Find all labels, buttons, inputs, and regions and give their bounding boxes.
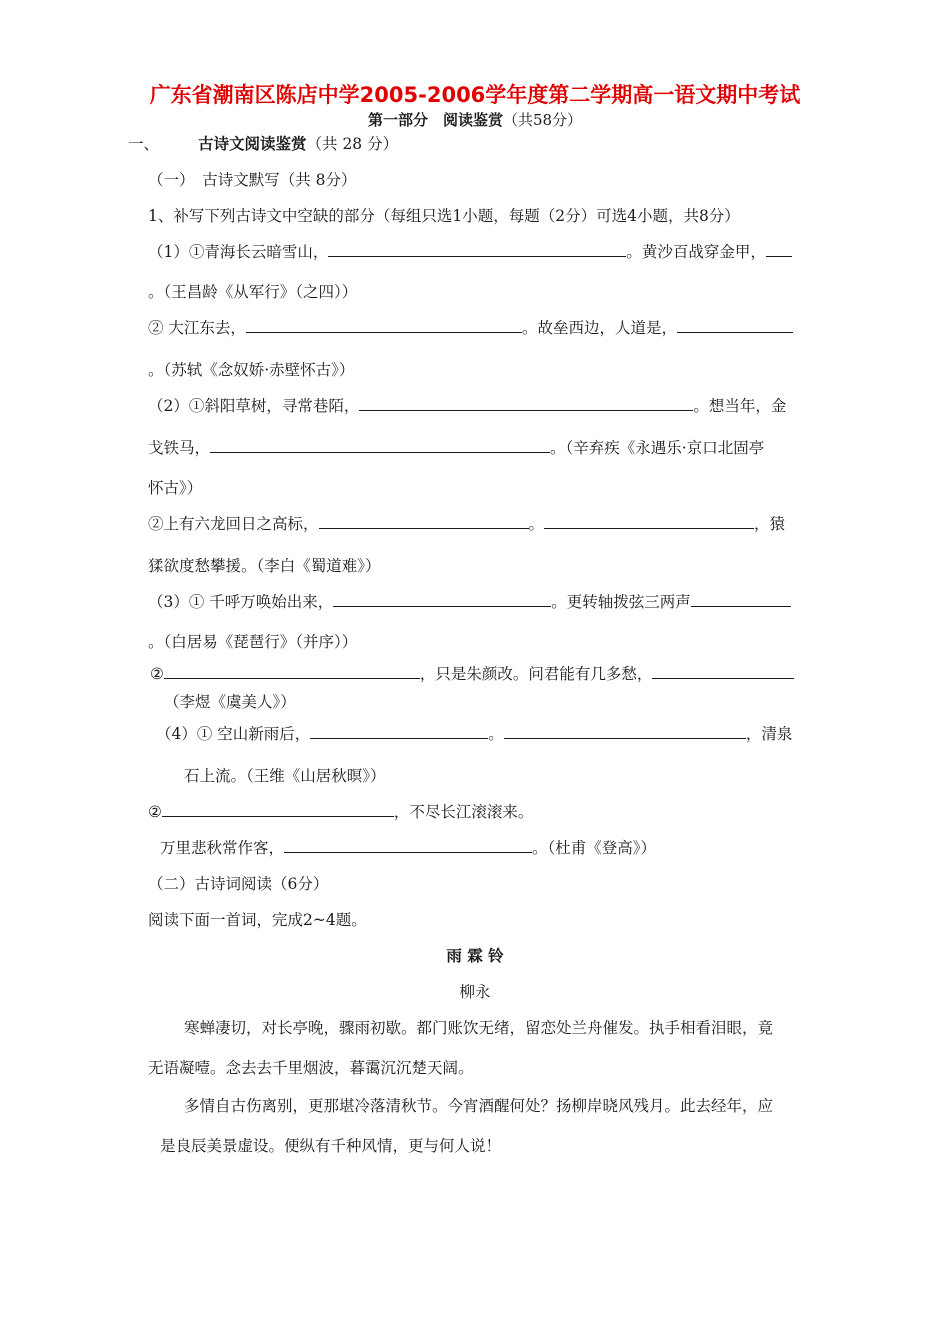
poem-stanza-1-line-1: 寒蝉凄切，对长亭晚，骤雨初歇。都门账饮无绪，留恋处兰舟催发。执手相看泪眼，竟	[184, 1019, 774, 1037]
poem-stanza-2-line-1: 多情自古伤离别，更那堪冷落清秋节。今宵酒醒何处？扬柳岸晓风残月。此去经年，应	[184, 1097, 774, 1115]
poem-author: 柳永	[459, 983, 491, 1001]
poem-line-15: 石上流。（王维《山居秋暝》）	[184, 767, 386, 785]
poem-stanza-1-line-2: 无语凝噎。念去去千里烟波，暮霭沉沉楚天阔。	[148, 1059, 474, 1077]
answer-blank[interactable]	[328, 242, 626, 257]
reading-instruction: 阅读下面一首词，完成2~4题。	[148, 911, 367, 929]
subsection-heading-2: （二）古诗词阅读（6分）	[148, 875, 329, 893]
poem-line-13: （李煜《虞美人》）	[164, 693, 296, 711]
poem-line-2: 。（王昌龄《从军行》（之四））	[148, 283, 358, 301]
answer-blank[interactable]	[246, 318, 522, 333]
poem-line-17: 万里悲秋常作客， 。（杜甫《登高》）	[160, 839, 657, 857]
answer-blank[interactable]	[652, 664, 794, 679]
section-score: （共 28 分）	[306, 135, 399, 153]
poem-line-7: 怀古》）	[148, 479, 203, 497]
part-score: （共58分）	[502, 111, 583, 129]
poem-line-11: 。（白居易《琵琶行》（并序））	[148, 633, 358, 651]
answer-blank[interactable]	[319, 514, 529, 529]
poem-stanza-2-line-2: 是良辰美景虚设。便纵有千种风情，更与何人说！	[160, 1137, 502, 1155]
poem-line-8: ②上有六龙回日之高标， 。 ，猿	[148, 515, 786, 533]
answer-blank[interactable]	[284, 838, 532, 853]
answer-blank[interactable]	[766, 242, 792, 257]
poem-line-3: ② 大江东去， 。故垒西边，人道是，	[148, 318, 793, 338]
section-heading	[198, 134, 398, 154]
poem-line-9: 猱欲度愁攀援。（李白《蜀道难》）	[148, 557, 381, 575]
subsection-heading-1: （一） 古诗文默写（共 8分）	[148, 171, 357, 189]
answer-blank[interactable]	[210, 438, 550, 453]
part-title: 第一部分 阅读鉴赏	[367, 111, 503, 129]
section-number: 一、	[128, 135, 160, 153]
poem-line-12: ② ，只是朱颜改。问君能有几多愁，	[150, 664, 794, 684]
poem-line-16: ② ，不尽长江滚滚来。	[148, 803, 534, 821]
poem-line-10: （3）① 千呼万唤始出来， 。更转轴拨弦三两声	[148, 592, 791, 612]
part-heading	[0, 110, 950, 130]
answer-blank[interactable]	[164, 664, 420, 679]
section-title: 古诗文阅读鉴赏	[198, 135, 307, 153]
answer-blank[interactable]	[504, 724, 746, 739]
exam-title: 广东省潮南区陈店中学2005-2006学年度第二学期高一语文期中考试	[149, 83, 801, 107]
poem-line-14: （4）① 空山新雨后， 。 ，清泉	[156, 725, 793, 743]
answer-blank[interactable]	[333, 592, 551, 607]
answer-blank[interactable]	[162, 802, 394, 817]
answer-blank[interactable]	[544, 514, 754, 529]
poem-line-6: 戈铁马， 。（辛弃疾《永遇乐·京口北固亭	[148, 439, 765, 457]
poem-line-1: （1）①青海长云暗雪山， 。黄沙百战穿金甲，	[148, 242, 792, 262]
answer-blank[interactable]	[310, 724, 488, 739]
answer-blank[interactable]	[359, 396, 693, 411]
question-1-instruction: 1、补写下列古诗文中空缺的部分（每组只选1小题，每题（2分）可选4小题，共8分）	[148, 207, 740, 225]
poem-title: 雨 霖 铃	[446, 947, 504, 965]
poem-line-4: 。（苏轼《念奴娇·赤壁怀古》）	[148, 361, 355, 379]
poem-line-5: （2）①斜阳草树，寻常巷陌， 。想当年，金	[148, 397, 787, 415]
answer-blank[interactable]	[677, 318, 793, 333]
answer-blank[interactable]	[691, 592, 791, 607]
